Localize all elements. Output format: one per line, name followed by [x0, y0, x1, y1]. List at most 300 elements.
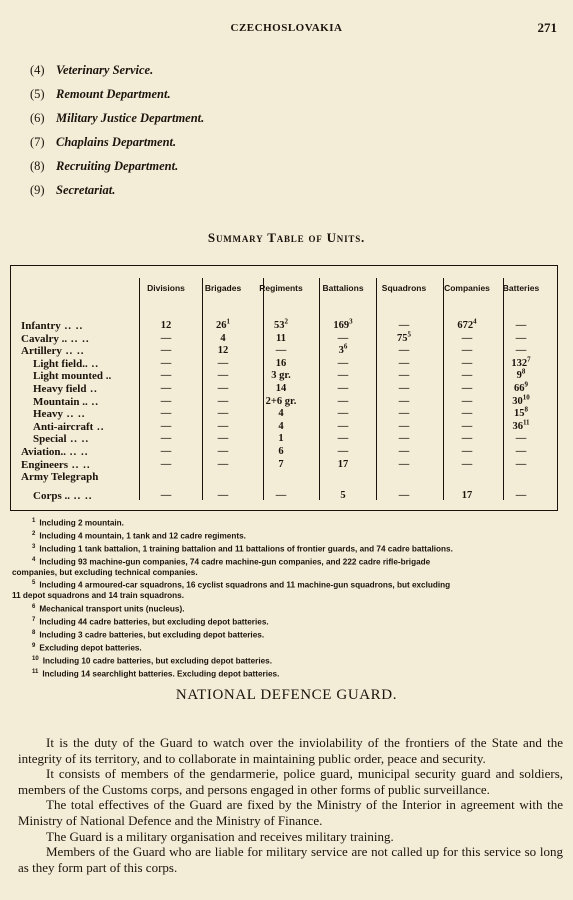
footnote-mark: 3 — [32, 544, 36, 551]
cell-value: — — [461, 458, 473, 470]
table-cell — [251, 433, 311, 445]
cell-value: — — [398, 345, 410, 357]
table-cell — [251, 383, 311, 395]
table-cell — [193, 433, 253, 445]
footnote — [12, 615, 562, 628]
footnote-text: Including 44 cadre batteries, but excluding depot batteries. — [39, 617, 269, 627]
cell-value: — — [461, 446, 473, 457]
row-label-text: Anti-aircraft — [33, 420, 94, 433]
cell-value: — — [398, 408, 410, 420]
row-leader-dots: .. — [86, 383, 98, 395]
table-cell — [193, 345, 253, 357]
column-header: Regiments — [259, 283, 303, 293]
cell-value: — — [337, 433, 349, 445]
paragraph: It is the duty of the Guard to watch over the inviolability of the frontiers of the State and the integrity of its territory, and to collaborate in maintaining public order, peace and security. — [18, 735, 563, 766]
footnote-text: companies, but excluding technical companies. — [12, 568, 198, 578]
cell-value: 5 — [340, 489, 346, 501]
cell-value: — — [398, 395, 410, 407]
cell-value: 26 — [216, 320, 227, 331]
table-cell — [251, 396, 311, 408]
footnote — [12, 555, 562, 568]
row-label — [33, 396, 99, 408]
footnote-mark: 8 — [32, 629, 36, 636]
table-cell — [437, 421, 497, 433]
row-label — [33, 370, 111, 382]
table-cell — [193, 396, 253, 408]
footnote — [12, 529, 562, 542]
department-name: Veterinary Service. — [56, 63, 154, 77]
summary-table — [10, 265, 558, 511]
footnote-ref: 8 — [524, 405, 528, 414]
table-cell — [251, 408, 311, 420]
department-name: Remount Department. — [56, 87, 171, 101]
table-cell — [374, 421, 434, 433]
row-label-text: Special — [33, 433, 67, 446]
table-cell — [251, 358, 311, 370]
row-leader-dots: .. .. — [62, 408, 86, 421]
row-label — [33, 433, 89, 445]
table-cell — [193, 333, 253, 345]
row-label-text: Heavy field — [33, 383, 87, 395]
footnote — [12, 516, 562, 529]
row-label-text: Light mounted .. — [33, 370, 112, 383]
table-cell — [193, 408, 253, 420]
footnote-ref: 7 — [527, 355, 531, 364]
cell-value: — — [398, 320, 410, 331]
footnote-text: Including 93 machine-gun companies, 74 cadre machine-gun companies, and 222 cadre rifle-brigade — [39, 557, 431, 567]
cell-value: 12 — [160, 320, 172, 331]
table-cell — [313, 342, 373, 357]
footnote — [12, 654, 562, 667]
table-cell — [251, 446, 311, 458]
cell-value: — — [217, 446, 229, 457]
column-header: Companies — [444, 283, 490, 293]
table-cell — [313, 446, 373, 458]
department-item — [30, 154, 204, 178]
cell-value: — — [398, 458, 410, 470]
footnote-text: Including 2 mountain. — [39, 518, 124, 528]
footnote-ref: 11 — [522, 418, 530, 427]
table-cell — [136, 383, 196, 395]
cell-value: 9 — [516, 370, 522, 382]
table-cell — [136, 421, 196, 433]
table-cell — [491, 333, 551, 345]
cell-value: — — [515, 446, 527, 457]
table-cell — [374, 408, 434, 420]
cell-value: — — [275, 345, 287, 357]
department-list — [30, 58, 204, 202]
cell-value: — — [337, 408, 349, 420]
cell-value: — — [217, 395, 229, 407]
section-title: NATIONAL DEFENCE GUARD. — [175, 687, 398, 703]
table-cell — [136, 370, 196, 382]
department-item — [30, 106, 204, 130]
cell-value: 3 — [338, 345, 344, 357]
footnote-text: Including 4 mountain, 1 tank and 12 cadre regiments. — [39, 531, 246, 541]
cell-value: 4 — [278, 408, 284, 420]
row-leader-dots: .. .. — [61, 345, 85, 358]
cell-value: 30 — [512, 395, 523, 407]
row-label-text: Corps .. — [33, 489, 70, 502]
cell-value: 1 — [278, 433, 284, 445]
table-cell — [136, 345, 196, 357]
row-leader-dots: .. — [93, 420, 105, 433]
cell-value: 11 — [276, 332, 286, 344]
cell-value: — — [515, 320, 527, 331]
department-item — [30, 82, 204, 106]
row-label — [21, 459, 91, 471]
table-cell — [437, 333, 497, 345]
row-label — [21, 471, 98, 483]
table-cell — [136, 396, 196, 408]
cell-value: — — [217, 489, 229, 501]
row-label-text: Infantry — [21, 320, 61, 332]
table-cell — [313, 317, 373, 332]
footnote-ref: 2 — [284, 317, 288, 326]
row-label-text: Light field.. — [33, 357, 88, 370]
footnote-ref: 5 — [407, 330, 411, 339]
table-cell — [193, 383, 253, 395]
department-number: (6) — [30, 111, 45, 125]
table-cell — [136, 320, 196, 332]
cell-value: 672 — [457, 320, 474, 331]
footnote-text: 11 depot squadrons and 14 train squadrons. — [12, 591, 184, 601]
table-cell — [374, 320, 434, 332]
table-cell — [313, 396, 373, 408]
footnote-mark: 5 — [32, 580, 36, 587]
table-cell — [136, 446, 196, 458]
cell-value: — — [461, 370, 473, 382]
cell-value: — — [337, 370, 349, 382]
table-cell — [136, 459, 196, 471]
cell-value: — — [461, 345, 473, 357]
row-label — [33, 358, 99, 370]
cell-value: 12 — [217, 345, 229, 357]
table-cell — [136, 490, 196, 502]
cell-value: 169 — [333, 320, 350, 331]
table-cell — [491, 418, 551, 433]
cell-value: — — [337, 446, 349, 457]
table-cell — [193, 358, 253, 370]
department-item — [30, 178, 204, 202]
summary-table-title: Summary Table of Units. — [207, 230, 366, 245]
department-number: (7) — [30, 135, 45, 149]
footnote-text: Including 4 armoured-car squadrons, 16 cyclist squadrons and 11 machine-gun squadrons, but excluding — [39, 581, 451, 591]
footnote — [12, 667, 562, 680]
cell-value: — — [160, 458, 172, 470]
paragraph: The Guard is a military organisation and receives military training. — [46, 828, 394, 844]
table-cell — [193, 459, 253, 471]
cell-value: — — [398, 357, 410, 369]
table-cell — [437, 408, 497, 420]
cell-value: 66 — [514, 383, 525, 394]
footnote-ref: 1 — [226, 317, 230, 326]
cell-value: — — [217, 370, 229, 382]
cell-value: 17 — [461, 489, 473, 501]
table-cell — [251, 421, 311, 433]
table-cell — [374, 433, 434, 445]
table-cell — [374, 396, 434, 408]
cell-value: — — [160, 446, 172, 457]
table-cell — [313, 433, 373, 445]
row-leader-dots: .. .. — [60, 320, 84, 332]
table-cell — [193, 317, 253, 332]
footnote-ref: 4 — [473, 317, 477, 326]
cell-value: — — [160, 433, 172, 445]
cell-value: 3 gr. — [271, 370, 291, 382]
table-cell — [374, 358, 434, 370]
table-cell — [251, 333, 311, 345]
cell-value: — — [461, 383, 473, 394]
cell-value: — — [398, 383, 410, 394]
table-cell — [313, 370, 373, 382]
table-cell — [437, 370, 497, 382]
footnote-text: Excluding depot batteries. — [39, 643, 142, 653]
table-cell — [193, 446, 253, 458]
table-cell — [313, 408, 373, 420]
table-cell — [491, 405, 551, 420]
table-cell — [136, 408, 196, 420]
table-cell — [491, 433, 551, 445]
column-header: Battalions — [322, 283, 364, 293]
table-cell — [374, 330, 434, 345]
cell-value: 7 — [278, 458, 284, 470]
cell-value: 6 — [278, 446, 284, 457]
department-name: Secretariat. — [56, 183, 116, 197]
table-cell — [313, 490, 373, 502]
table-cell — [491, 459, 551, 471]
cell-value: — — [515, 345, 527, 357]
cell-value: — — [515, 489, 527, 501]
cell-value: 17 — [337, 458, 349, 470]
cell-value: 2+6 gr. — [265, 395, 297, 407]
cell-value: — — [461, 332, 473, 344]
cell-value: 132 — [511, 357, 528, 369]
table-cell — [437, 490, 497, 502]
cell-value: 36 — [512, 420, 523, 432]
table-cell — [193, 490, 253, 502]
cell-value: — — [217, 433, 229, 445]
department-number: (8) — [30, 159, 45, 173]
row-leader-dots: .. — [87, 395, 99, 408]
table-cell — [136, 433, 196, 445]
column-header: Batteries — [502, 283, 540, 293]
footnote-mark: 2 — [32, 531, 36, 538]
footnote-mark: 11 — [32, 668, 39, 675]
row-label — [21, 345, 84, 357]
row-leader-dots: .. .. — [69, 489, 93, 502]
cell-value: — — [160, 357, 172, 369]
cell-value: — — [337, 383, 349, 394]
cell-value: — — [160, 370, 172, 382]
department-name: Chaplains Department. — [56, 135, 177, 149]
table-cell — [136, 358, 196, 370]
paragraph: It consists of members of the gendarmerie, police guard, municipal security guard and soldiers, members of the Customs corps, and persons engaged in other forms of public surveillance. — [18, 766, 563, 797]
cell-value: — — [337, 395, 349, 407]
row-label-text: Artillery — [21, 345, 62, 358]
cell-value: 4 — [278, 420, 284, 432]
table-cell — [437, 317, 497, 332]
table-cell — [437, 396, 497, 408]
table-cell — [491, 367, 551, 382]
column-header: Brigades — [204, 283, 242, 293]
department-number: (5) — [30, 87, 45, 101]
department-item — [30, 58, 204, 82]
cell-value: — — [461, 357, 473, 369]
table-cell — [437, 345, 497, 357]
cell-value: — — [337, 357, 349, 369]
cell-value: — — [275, 489, 287, 501]
cell-value: — — [461, 395, 473, 407]
footnote — [12, 602, 562, 615]
cell-value: — — [160, 395, 172, 407]
column-header: Divisions — [147, 283, 185, 293]
table-cell — [437, 433, 497, 445]
row-leader-dots: .. .. — [66, 446, 89, 458]
department-number: (4) — [30, 63, 45, 77]
row-label-text: Cavalry .. — [21, 332, 68, 345]
row-leader-dots: .. .. — [66, 433, 90, 446]
table-cell — [313, 459, 373, 471]
cell-value: 15 — [514, 408, 525, 420]
table-cell — [374, 370, 434, 382]
cell-value: — — [515, 332, 527, 344]
table-cell — [491, 446, 551, 458]
cell-value: 53 — [274, 320, 285, 331]
table-cell — [251, 490, 311, 502]
cell-value: — — [461, 408, 473, 420]
footnote-ref: 3 — [349, 317, 353, 326]
table-cell — [491, 345, 551, 357]
cell-value: — — [160, 383, 172, 394]
footnotes — [12, 516, 562, 680]
department-number: (9) — [30, 183, 45, 197]
table-cell — [437, 383, 497, 395]
cell-value: — — [217, 420, 229, 432]
table-cell — [251, 370, 311, 382]
cell-value: — — [515, 433, 527, 445]
cell-value: — — [160, 345, 172, 357]
table-cell — [193, 370, 253, 382]
cell-value: 14 — [275, 383, 287, 394]
cell-value: — — [217, 383, 229, 394]
row-leader-dots: .. — [87, 357, 99, 370]
cell-value: — — [515, 458, 527, 470]
table-cell — [136, 333, 196, 345]
table-cell — [374, 490, 434, 502]
cell-value: — — [398, 446, 410, 457]
column-header: Squadrons — [381, 283, 427, 293]
cell-value: 16 — [275, 357, 287, 369]
cell-value: — — [461, 433, 473, 445]
row-leader-dots: .. .. — [67, 332, 90, 345]
row-label — [33, 408, 85, 420]
cell-value: — — [217, 408, 229, 420]
cell-value: — — [337, 332, 349, 344]
table-cell — [374, 345, 434, 357]
cell-value: — — [217, 357, 229, 369]
department-item — [30, 130, 204, 154]
footnote — [12, 578, 562, 591]
table-cell — [374, 446, 434, 458]
paragraph: Members of the Guard who are liable for military service are not called up for this service so long as they form part of this corps. — [18, 844, 563, 875]
table-cell — [437, 446, 497, 458]
table-cell — [251, 459, 311, 471]
section-body — [18, 735, 563, 875]
footnote-mark: 9 — [32, 642, 36, 649]
cell-value: — — [337, 420, 349, 432]
footnote-text: Including 3 cadre batteries, but excluding depot batteries. — [39, 630, 265, 640]
footnote-ref: 9 — [524, 380, 528, 389]
footnote — [12, 542, 562, 555]
cell-value: — — [461, 420, 473, 432]
footnote — [12, 641, 562, 654]
table-cell — [437, 459, 497, 471]
row-label-text: Engineers — [21, 458, 69, 471]
table-cell — [491, 393, 551, 408]
row-label — [21, 320, 83, 332]
footnote-text: Including 1 tank battalion, 1 training battalion and 11 battalions of frontier guards, and 74 cadre battalions. — [39, 544, 453, 554]
cell-value: — — [398, 370, 410, 382]
row-label-text: Heavy — [33, 408, 63, 421]
paragraph: The total effectives of the Guard are fixed by the Ministry of the Interior in agreement with the Ministry of National Defence and the Ministry of Finance. — [18, 797, 563, 828]
row-leader-dots: .. .. — [68, 458, 91, 471]
cell-value: — — [160, 489, 172, 501]
footnote-mark: 4 — [32, 557, 36, 564]
table-cell — [313, 421, 373, 433]
footnote-text: Including 14 searchlight batteries. Excluding depot batteries. — [42, 669, 280, 679]
footnote — [12, 628, 562, 641]
table-cell — [437, 358, 497, 370]
row-label — [21, 446, 89, 458]
footnote-text: Mechanical transport units (nucleus). — [39, 604, 185, 614]
row-label — [21, 333, 90, 345]
footnote-mark: 6 — [32, 603, 36, 610]
table-cell — [374, 383, 434, 395]
footnote — [12, 591, 562, 601]
department-name: Military Justice Department. — [56, 111, 205, 125]
table-cell — [491, 380, 551, 395]
table-cell — [313, 383, 373, 395]
cell-value: 4 — [220, 332, 226, 344]
row-label — [33, 490, 92, 502]
row-label-text: Army Telegraph — [21, 471, 99, 484]
page-number: 271 — [537, 20, 557, 35]
cell-value: — — [217, 458, 229, 470]
cell-value: — — [160, 420, 172, 432]
row-label — [33, 421, 105, 433]
table-cell — [374, 459, 434, 471]
table-cell — [491, 320, 551, 332]
cell-value: — — [398, 420, 410, 432]
table-cell — [251, 317, 311, 332]
cell-value: — — [160, 408, 172, 420]
footnote-ref: 10 — [522, 393, 530, 402]
footnote-ref: 6 — [343, 342, 348, 351]
table-cell — [313, 358, 373, 370]
footnote-mark: 1 — [32, 518, 36, 524]
department-name: Recruiting Department. — [56, 159, 179, 173]
table-cell — [251, 345, 311, 357]
footnote-ref: 8 — [521, 367, 526, 376]
footnote-text: Including 10 cadre batteries, but excluding depot batteries. — [42, 656, 272, 666]
cell-value: — — [398, 433, 410, 445]
running-header: CZECHOSLOVAKIA — [230, 22, 343, 34]
row-label-text: Aviation.. — [21, 446, 67, 458]
cell-value: 75 — [397, 332, 408, 344]
footnote — [12, 568, 562, 578]
cell-value: — — [398, 489, 410, 501]
